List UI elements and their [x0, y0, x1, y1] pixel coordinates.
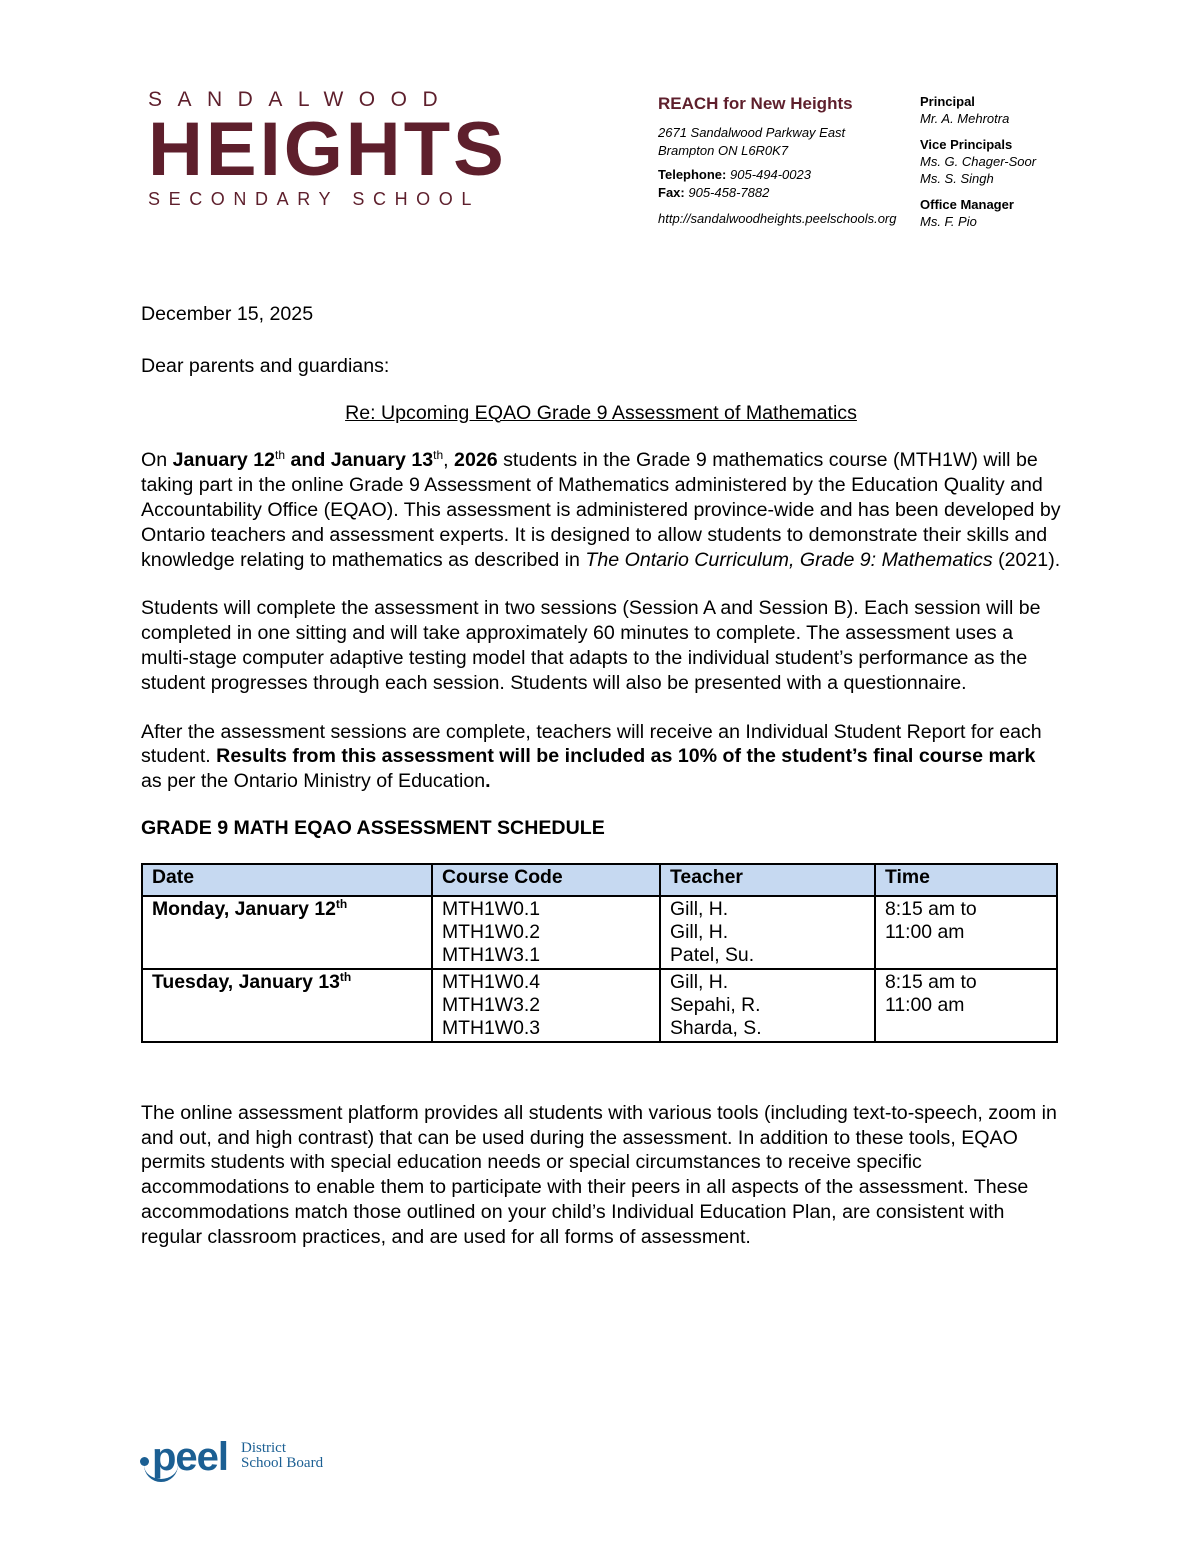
paragraph-assessment-dates — [141, 448, 1061, 572]
p3-bold-results: Results from this assessment will be included as 10% of the student’s final course mark — [216, 745, 1036, 768]
peel-board-line-1: District — [241, 1440, 286, 1456]
principal-group — [920, 93, 1180, 127]
address-line-1: 2671 Sandalwood Parkway East — [658, 125, 846, 140]
office-manager-group — [920, 196, 1180, 230]
time-start: 8:15 am to — [885, 970, 977, 993]
telephone-value: 905-494-0023 — [730, 167, 811, 182]
teacher-name: Gill, H. — [670, 920, 729, 943]
header-date: Date — [142, 864, 432, 896]
time-end: 11:00 am — [885, 920, 965, 943]
p1-sup-b: th — [433, 448, 444, 463]
schedule-table — [141, 863, 1058, 1043]
vice-principals-role: Vice Principals — [920, 137, 1013, 152]
office-manager-role: Office Manager — [920, 197, 1014, 212]
letter-date: December 15, 2025 — [141, 303, 314, 325]
letter-salutation: Dear parents and guardians: — [141, 354, 390, 377]
teacher-name: Gill, H. — [670, 897, 729, 920]
school-logo — [148, 88, 507, 210]
header-course-code: Course Code — [432, 864, 660, 896]
p1-comma: , — [443, 449, 449, 472]
row-time — [875, 896, 1057, 969]
teacher-name: Patel, Su. — [670, 943, 755, 966]
fax-label: Fax: — [658, 185, 685, 200]
p1-year: 2026 — [454, 449, 498, 472]
header-teacher: Teacher — [660, 864, 875, 896]
teacher-name: Sharda, S. — [670, 1016, 762, 1039]
p1-date-b: and January 13 — [290, 449, 434, 472]
fax-line — [658, 184, 908, 202]
principal-name: Mr. A. Mehrotra — [920, 111, 1010, 126]
paragraph-sessions: Students will complete the assessment in two sessions (Session A and Session B). Each session will be completed in one sitting and will take approximately 60 minutes to complete. The assessment uses a multi-stage computer adaptive testing model that adapts to the individual student’s performance as the student progresses through each session. Students will also be presented with a questionnaire. — [141, 597, 1041, 694]
vice-principal-name-2: Ms. S. Singh — [920, 171, 994, 186]
p1-date-a: January 12 — [172, 449, 275, 472]
vice-principals-group — [920, 136, 1180, 187]
schedule-header-row — [142, 864, 1057, 896]
logo-school-name-main: HEIGHTS — [148, 107, 507, 192]
p3-end: as per the Ontario Ministry of Education — [141, 770, 486, 793]
p3-text: After the assessment sessions are complete, teachers will receive an Individual Student Report for each student. — [141, 720, 1042, 768]
time-start: 8:15 am to — [885, 897, 977, 920]
p3-period: . — [485, 770, 491, 793]
course-code: MTH1W3.1 — [442, 943, 541, 966]
course-code: MTH1W3.2 — [442, 993, 541, 1016]
school-contact-block — [658, 93, 908, 228]
row-date — [142, 969, 432, 1042]
logo-school-name-top: SANDALWOOD — [148, 88, 454, 111]
telephone-label: Telephone: — [658, 167, 727, 182]
header-time: Time — [875, 864, 1057, 896]
school-website-link[interactable]: http://sandalwoodheights.peelschools.org — [658, 211, 897, 226]
p1-end: (2021). — [998, 548, 1061, 571]
course-code: MTH1W0.1 — [442, 897, 541, 920]
paragraph-accommodations: The online assessment platform provides all students with various tools (including text-to-speech, zoom in and out, and high contrast) that can be used during the assessment. In addition to these tools, EQAO permits students with special education needs or special circumstances to receive specific accommodations to enable them to participate with their peers in all aspects of the assessment. These accommodations match those outlined on your child’s Individual Education Plan, are consistent with regular classroom practices, and are used for all forms of assessment. — [141, 1101, 1057, 1248]
row-teachers — [660, 969, 875, 1042]
row-date-text: Tuesday, January 13 — [152, 970, 340, 993]
teacher-name: Sepahi, R. — [670, 993, 761, 1016]
row-course-codes — [432, 896, 660, 969]
address-line-2: Brampton ON L6R0K7 — [658, 143, 789, 158]
row-date-sup: th — [339, 969, 352, 984]
office-manager-name: Ms. F. Pio — [920, 214, 977, 229]
teacher-name: Gill, H. — [670, 970, 729, 993]
row-course-codes — [432, 969, 660, 1042]
course-code: MTH1W0.2 — [442, 920, 541, 943]
table-row — [142, 896, 1057, 969]
school-slogan: REACH for New Heights — [658, 94, 853, 113]
principal-role: Principal — [920, 94, 975, 109]
schedule-title: GRADE 9 MATH EQAO ASSESSMENT SCHEDULE — [141, 816, 605, 839]
letter-body — [141, 302, 1061, 1250]
peel-board-line-2: School Board — [241, 1455, 324, 1471]
school-staff-block — [920, 93, 1180, 239]
p1-on: On — [141, 449, 168, 472]
course-code: MTH1W0.3 — [442, 1016, 541, 1039]
row-teachers — [660, 896, 875, 969]
logo-school-name-bottom: SECONDARY SCHOOL — [148, 189, 480, 209]
p1-text: students in the Grade 9 mathematics course (MTH1W) will be taking part in the online Grade 9 Assessment of Mathematics administered by the Education Quality and Accountability Office (EQAO). This assessment is administered province-wide and has been developed by Ontario teachers and assessment experts. It is designed to allow students to demonstrate their skills and knowledge relating to mathematics as described in — [141, 449, 1061, 571]
row-date — [142, 896, 432, 969]
peel-smile-icon — [144, 1465, 178, 1482]
vice-principal-name-1: Ms. G. Chager-Soor — [920, 154, 1037, 169]
fax-value: 905-458-7882 — [688, 185, 770, 200]
peel-board-subtitle — [241, 1441, 323, 1471]
paragraph-results — [141, 720, 1061, 794]
row-date-text: Monday, January 12 — [152, 897, 336, 920]
time-end: 11:00 am — [885, 993, 965, 1016]
p1-sup-a: th — [274, 448, 285, 463]
row-date-sup: th — [335, 896, 348, 911]
letter-subject: Re: Upcoming EQAO Grade 9 Assessment of Mathematics — [345, 401, 857, 424]
p1-curriculum-title: The Ontario Curriculum, Grade 9: Mathematics — [585, 548, 993, 571]
course-code: MTH1W0.4 — [442, 970, 541, 993]
peel-wordmark: peel — [152, 1435, 229, 1479]
table-row — [142, 969, 1057, 1042]
row-time — [875, 969, 1057, 1042]
telephone-line — [658, 166, 908, 184]
